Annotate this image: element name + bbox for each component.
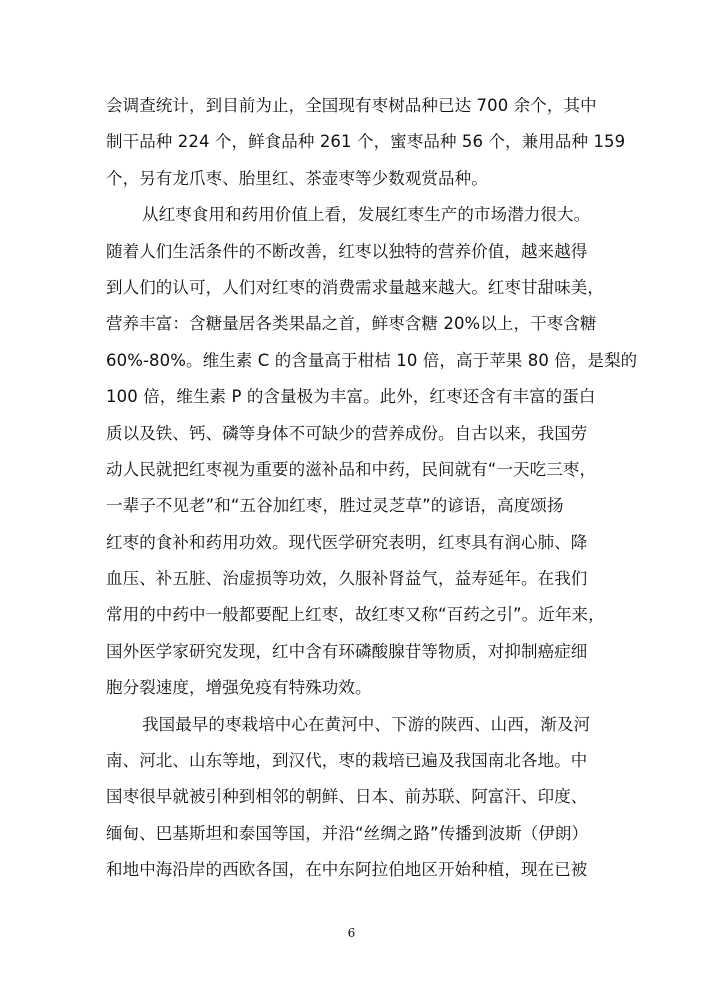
- text-line: 100 倍，维生素 P 的含量极为丰富。此外，红枣还含有丰富的蛋白: [106, 387, 596, 407]
- text-line: 国枣很早就被引种到相邻的朝鲜、日本、前苏联、阿富汗、印度、: [106, 787, 588, 807]
- body-text: [106, 88, 638, 889]
- text-line: 质以及铁、钙、磷等身体不可缺少的营养成份。自古以来，我国劳: [106, 423, 588, 443]
- text-line: 一辈子不见老”和“五谷加红枣，胜过灵芝草”的谚语，高度颂扬: [106, 496, 564, 516]
- text-line: 动人民就把红枣视为重要的滋补品和中药，民间就有“一天吃三枣，: [106, 459, 597, 479]
- text-line: 和地中海沿岸的西欧各国，在中东阿拉伯地区开始种植，现在已被: [106, 860, 588, 880]
- text-line: 制干品种 224 个，鲜食品种 261 个，蜜枣品种 56 个，兼用品种 159: [106, 132, 626, 152]
- text-line: 血压、补五脏、治虚损等功效，久服补肾益气，益寿延年。在我们: [106, 569, 588, 589]
- text-line: 南、河北、山东等地，到汉代，枣的栽培已遍及我国南北各地。中: [106, 751, 588, 771]
- text-line: 胞分裂速度，增强免疫有特殊功效。: [106, 678, 372, 698]
- text-line: 会调查统计，到目前为止，全国现有枣树品种已达 700 余个，其中: [106, 96, 597, 115]
- text-line: 营养丰富：含糖量居各类果晶之首，鲜枣含糖 20%以上，干枣含糖: [106, 314, 597, 334]
- text-line: 国外医学家研究发现，红中含有环磷酸腺苷等物质，对抑制癌症细: [106, 641, 588, 661]
- text-line: 红枣的食补和药用功效。现代医学研究表明，红枣具有润心肺、降: [106, 532, 588, 552]
- page-number: 6: [347, 926, 356, 940]
- text-line: 到人们的认可，人们对红枣的消费需求量越来越大。红枣甘甜味美，: [106, 277, 604, 297]
- paragraph-first-line: 从红枣食用和药用价值上看，发展红枣生产的市场潜力很大。: [142, 205, 591, 225]
- paragraph-first-line: 我国最早的枣栽培中心在黄河中、下游的陕西、山西，渐及河: [142, 714, 591, 734]
- text-line: 随着人们生活条件的不断改善，红枣以独特的营养价值，越来越得: [106, 241, 588, 261]
- text-line: 个，另有龙爪枣、胎里红、茶壶枣等少数观赏品种。: [106, 168, 488, 188]
- text-line: 60%-80%。维生素 C 的含量高于柑桔 10 倍，高于苹果 80 倍，是梨的: [106, 350, 638, 370]
- text-line: 常用的中药中一般都要配上红枣，故红枣又称“百药之引”。近年来，: [106, 605, 605, 625]
- text-line: 缅甸、巴基斯坦和泰国等国，并沿“丝绸之路”传播到波斯（伊朗）: [106, 823, 589, 843]
